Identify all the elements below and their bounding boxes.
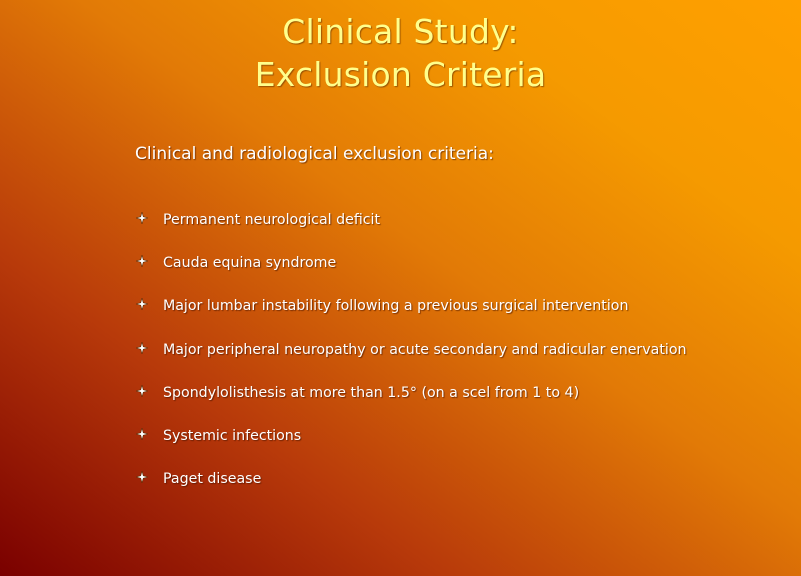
four-point-star-icon xyxy=(136,342,148,354)
slide-title-line-1: Clinical Study: xyxy=(282,12,519,51)
list-item-text: Major peripheral neuropathy or acute secondary and radicular enervation xyxy=(163,341,687,358)
list-item-text: Major lumbar instability following a previous surgical intervention xyxy=(163,298,629,315)
four-point-star-icon xyxy=(136,255,148,267)
four-point-star-icon xyxy=(136,212,148,224)
four-point-star-icon xyxy=(136,385,148,397)
slide-subtitle: Clinical and radiological exclusion criteria: xyxy=(135,144,494,164)
four-point-star-icon xyxy=(136,471,148,483)
slide-title-line-2: Exclusion Criteria xyxy=(254,55,547,94)
four-point-star-icon xyxy=(136,428,148,440)
list-item-text: Paget disease xyxy=(163,471,262,488)
list-item-text: Permanent neurological deficit xyxy=(163,212,381,228)
four-point-star-icon xyxy=(136,298,148,310)
list-item-text: Cauda equina syndrome xyxy=(163,255,337,272)
list-item-text: Systemic infections xyxy=(163,427,302,444)
slide-title xyxy=(0,10,801,96)
list-item-text: Spondylolisthesis at more than 1.5° (on a scel from 1 to 4) xyxy=(163,384,580,401)
